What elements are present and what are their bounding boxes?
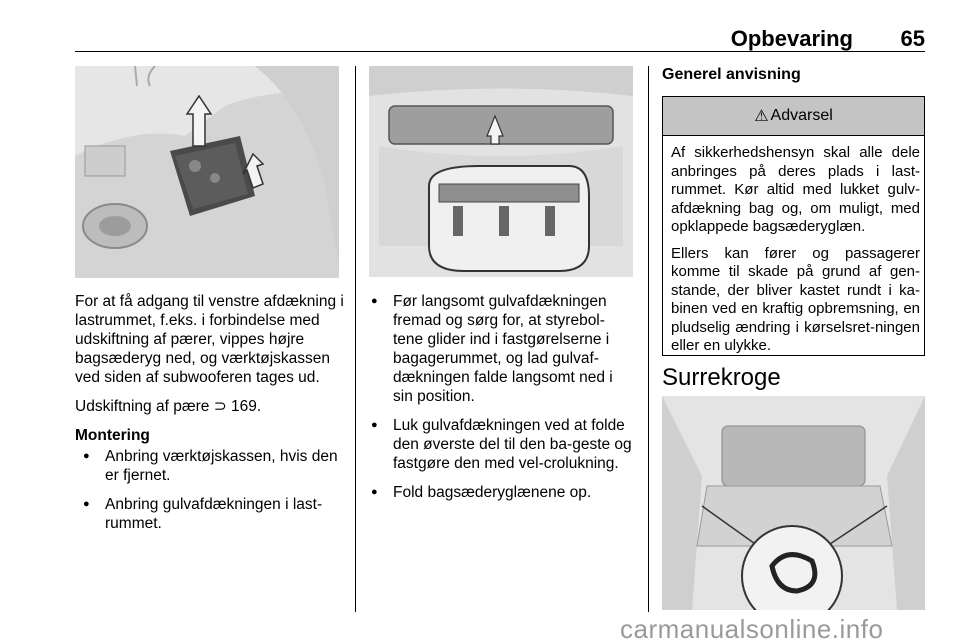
left-column [75,292,345,543]
general-notice-heading: Generel anvisning [662,66,801,83]
floor-cover-steps-list [369,292,634,502]
warning-triangle-icon: ⚠ [754,108,769,125]
list-item: ● Fold bagsæderyglænene op. [369,483,634,502]
warning-paragraph: Ellers kan fører og passagerer komme til skade på grund af gen-stande, der bliver kastet rundt i ka-binen ved en kraftig opbremsning, en pludselig ændring i kørselsret-ningen eller en ulykke. [671,244,920,354]
montering-subheading: Montering [75,427,150,444]
page-title: Opbevaring [730,26,853,51]
list-item: ● Anbring værktøjskassen, hvis den er fjernet. [81,447,345,485]
warning-title-bar [663,97,924,136]
list-item: ● Luk gulvafdækningen ved at folde den øverste del til den ba-geste og fastgøre den med vel-crolukning. [369,416,634,473]
lashing-eyes-illustration [662,396,925,610]
warning-paragraph: Af sikkerhedshensyn skal alle dele anbringes på deres plads i last-rummet. Kør altid med lukket gulv-afdækning bag og, om muligt, med opklappede bagsæderyglæn. [671,144,920,235]
column-divider-left [355,66,356,612]
page-header [75,0,925,52]
warning-box [662,96,925,356]
warning-title: Advarsel [770,107,833,124]
warning-body [663,136,924,356]
list-item: ● Før langsomt gulvafdækningen fremad og sørg for, at styrebol-tene glider ind i fastgørelserne i bagagerummet, og lad gulvaf-dækningen falde langsomt ned i sin position. [369,292,634,406]
access-paragraph: For at få adgang til venstre afdækning i lastrummet, f.eks. i forbindelse med udskiftning af pærer, vippes højre bagsæderyg ned, og værktøjskassen ved siden af subwooferen tages ud. [75,293,344,386]
bulb-replacement-reference: Udskiftning af pære ⊃ 169. [75,398,262,415]
column-divider-right [648,66,649,612]
page-number: 65 [900,26,925,51]
middle-column [369,292,634,512]
list-item: ● Anbring gulvafdækningen i last-rummet. [81,495,345,533]
montering-list [75,447,345,533]
toolbox-illustration [75,66,339,278]
section-heading-surrekroge: Surrekroge [662,364,781,391]
watermark-text: carmanualsonline.info [620,614,884,642]
floor-cover-illustration [369,66,633,277]
